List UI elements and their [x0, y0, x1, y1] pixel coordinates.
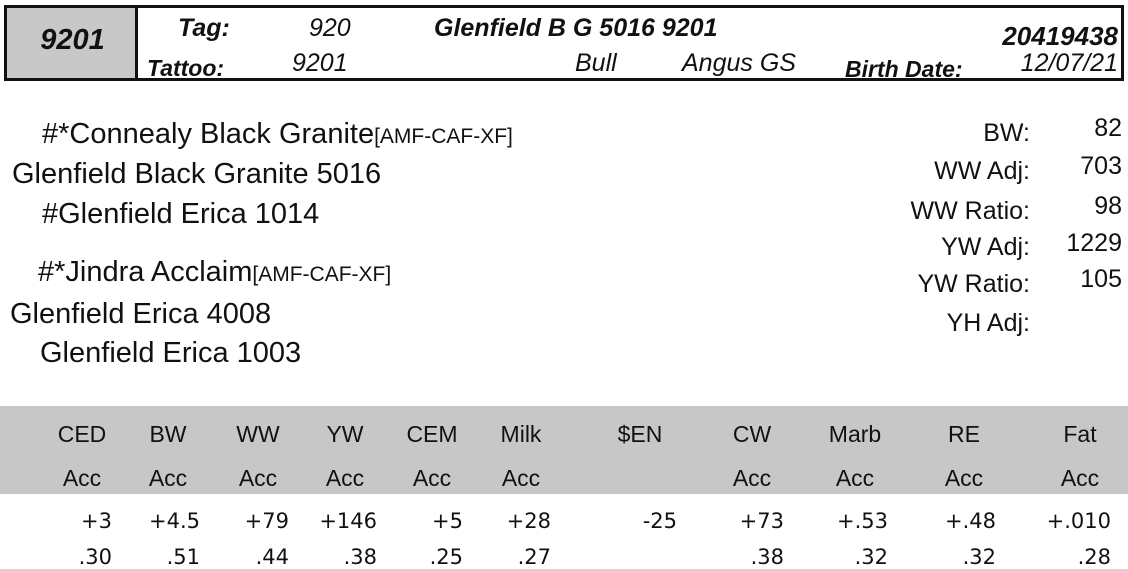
epd-acc-milk: .27: [517, 545, 551, 569]
epd-value-re: +.48: [945, 509, 996, 533]
perf-label-yw-ratio: YW Ratio:: [917, 270, 1030, 298]
pedigree-dam-sire-tag: [AMF-CAF-XF]: [252, 263, 392, 286]
pedigree-sire: Glenfield Black Granite 5016: [12, 158, 382, 190]
perf-label-bw: BW:: [983, 119, 1030, 147]
epd-value-marb: +.53: [837, 509, 888, 533]
perf-value-ww-adj: 703: [1080, 152, 1122, 180]
tag-value: 920: [309, 14, 351, 42]
epd-value-bw: +4.5: [149, 509, 200, 533]
epd-header-bw: BW: [149, 421, 187, 447]
epd-acc-label-re: Acc: [944, 465, 984, 491]
epd-value-cem: +5: [432, 509, 463, 533]
epd-acc-label-ww: Acc: [238, 465, 278, 491]
epd-value-fat: +.010: [1046, 509, 1111, 533]
birth-date-value: 12/07/21: [1020, 49, 1118, 77]
epd-acc-label-ced: Acc: [62, 465, 102, 491]
epd-acc-marb: .32: [854, 545, 888, 569]
pedigree-dam-dam: Glenfield Erica 1003: [40, 337, 302, 369]
epd-header-milk: Milk: [500, 421, 542, 447]
epd-acc-label-cem: Acc: [412, 465, 452, 491]
epd-acc-cem: .25: [429, 545, 463, 569]
epd-header-en: $EN: [617, 421, 663, 447]
perf-value-yw-ratio: 105: [1080, 265, 1122, 293]
epd-header-cw: CW: [732, 421, 772, 447]
birth-date-label: Birth Date:: [845, 56, 963, 82]
tag-label: Tag:: [178, 14, 230, 42]
lot-cell: [7, 8, 138, 78]
epd-acc-label-bw: Acc: [148, 465, 188, 491]
pedigree-dam-sire: [38, 256, 391, 289]
epd-header-ww: WW: [236, 421, 280, 447]
tattoo-label: Tattoo:: [147, 55, 225, 81]
perf-label-yh-adj: YH Adj:: [946, 309, 1030, 337]
lot-number: 9201: [40, 24, 105, 56]
epd-acc-label-cw: Acc: [732, 465, 772, 491]
pedigree-sire-sire-tag: [AMF-CAF-XF]: [374, 125, 513, 148]
epd-header-cem: CEM: [406, 421, 458, 447]
epd-acc-re: .32: [962, 545, 996, 569]
breed-value: Angus GS: [682, 49, 796, 77]
epd-acc-yw: .38: [343, 545, 377, 569]
epd-value-ww: +79: [244, 509, 289, 533]
tattoo-value: 9201: [292, 49, 348, 77]
epd-acc-label-marb: Acc: [835, 465, 875, 491]
epd-value-en: -25: [642, 509, 677, 533]
pedigree-sire-sire-name: #*Connealy Black Granite: [42, 118, 375, 150]
pedigree-sire-sire: [42, 118, 513, 151]
pedigree-dam: Glenfield Erica 4008: [10, 298, 272, 330]
epd-acc-label-milk: Acc: [501, 465, 541, 491]
registration-number: 20419438: [1002, 21, 1118, 51]
perf-label-ww-ratio: WW Ratio:: [910, 197, 1030, 225]
perf-value-bw: 82: [1094, 114, 1122, 142]
epd-acc-bw: .51: [166, 545, 200, 569]
epd-header-ced: CED: [57, 421, 107, 447]
epd-acc-ww: .44: [255, 545, 289, 569]
animal-name: Glenfield B G 5016 9201: [434, 14, 718, 42]
pedigree-dam-sire-name: #*Jindra Acclaim: [38, 256, 253, 288]
epd-acc-fat: .28: [1077, 545, 1111, 569]
epd-header-yw: YW: [326, 421, 364, 447]
pedigree-sire-dam: #Glenfield Erica 1014: [42, 198, 320, 230]
perf-label-ww-adj: WW Adj:: [934, 157, 1030, 185]
perf-label-yw-adj: YW Adj:: [941, 233, 1030, 261]
epd-acc-cw: .38: [750, 545, 784, 569]
epd-acc-label-fat: Acc: [1060, 465, 1100, 491]
epd-acc-ced: .30: [78, 545, 112, 569]
epd-header-marb: Marb: [828, 421, 882, 447]
epd-value-ced: +3: [81, 509, 112, 533]
sex-value: Bull: [575, 49, 617, 77]
epd-acc-label-yw: Acc: [325, 465, 365, 491]
epd-header-re: RE: [948, 421, 980, 447]
epd-value-cw: +73: [739, 509, 784, 533]
perf-value-ww-ratio: 98: [1094, 192, 1122, 220]
epd-value-yw: +146: [319, 509, 377, 533]
epd-value-milk: +28: [506, 509, 551, 533]
perf-value-yw-adj: 1229: [1066, 229, 1122, 257]
epd-header-fat: Fat: [1063, 421, 1097, 447]
